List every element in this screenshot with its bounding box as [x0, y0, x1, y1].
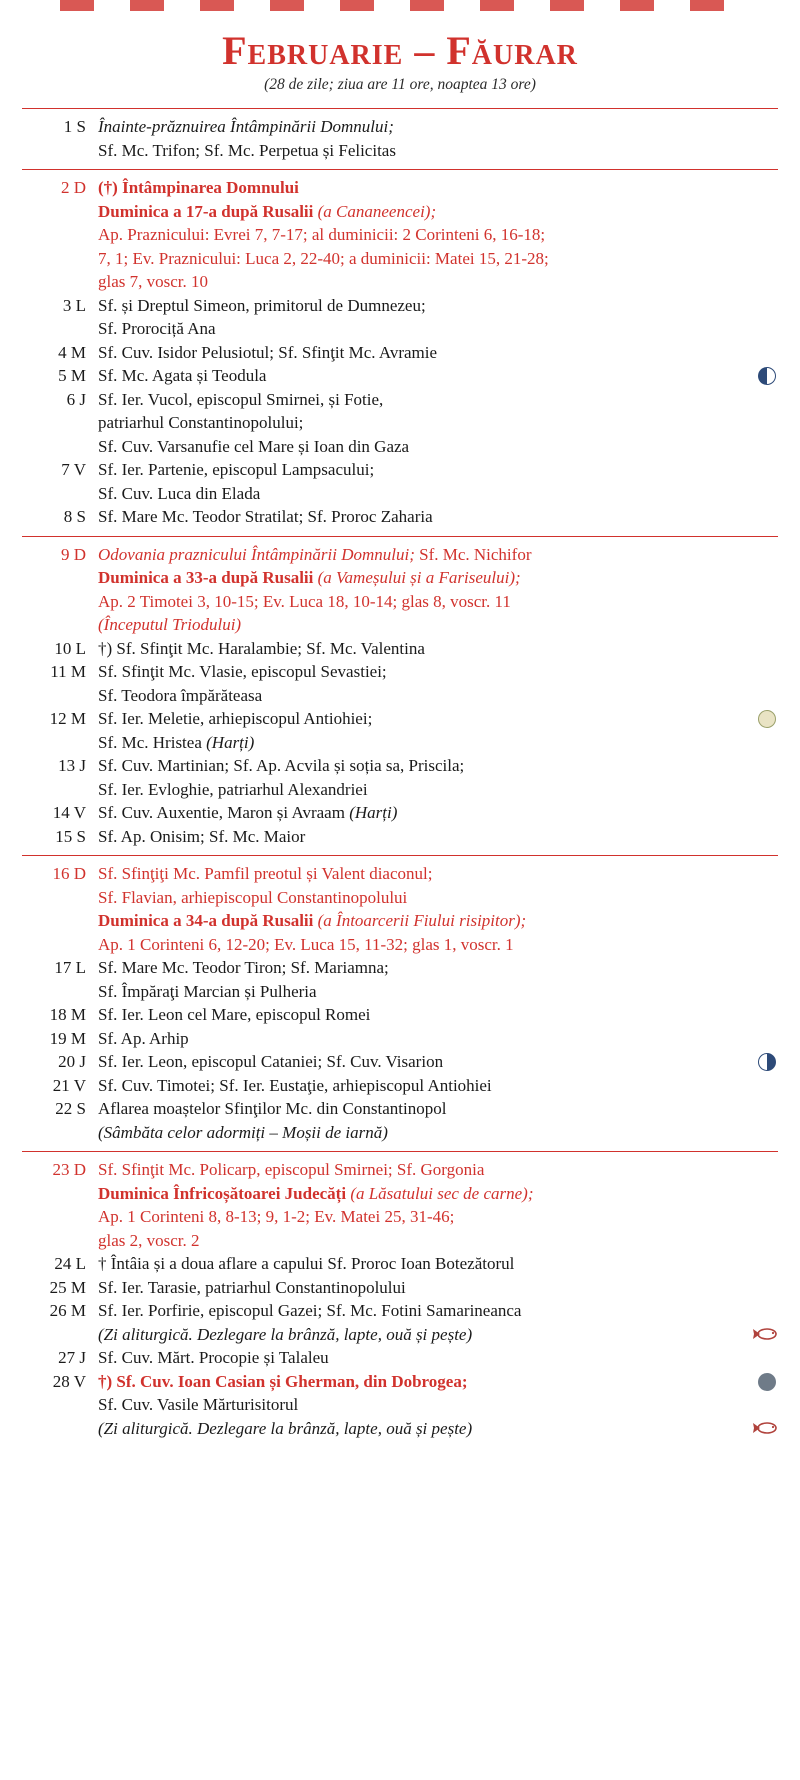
calendar-day-row: [22, 115, 778, 162]
week-divider: [22, 1151, 778, 1152]
day-number: 12 M: [49, 709, 86, 728]
entry-line: glas 7, voscr. 10: [98, 272, 209, 291]
entry-line: Aflarea moaștelor Sfinţilor Mc. din Constantinopol: [98, 1099, 447, 1118]
entry-segment-bold: Duminica a 33-a după Rusalii: [98, 568, 318, 587]
day-entries: [98, 1003, 778, 1027]
entry-line: 7, 1; Ev. Praznicului: Luca 2, 22-40; a duminicii: Matei 15, 21-28;: [98, 248, 549, 268]
full-moon-icon: [758, 710, 776, 728]
band-dash: [60, 0, 94, 11]
footer-spacer: [22, 1440, 778, 1458]
entry-line: Sf. Împăraţi Marcian și Pulheria: [98, 981, 317, 1001]
calendar-day-row: [22, 1050, 778, 1074]
calendar-day-row: [22, 388, 778, 459]
day-number: 18 M: [49, 1005, 86, 1024]
entry-line: [98, 566, 778, 590]
last-quarter-moon-icon: [758, 367, 776, 385]
day-number: 13 J: [58, 756, 86, 775]
month-subtitle: (28 de zile; ziua are 11 ore, noaptea 13 ore): [264, 76, 536, 93]
entry-line: Sf. Ap. Arhip: [98, 1028, 189, 1048]
day-number: 15 S: [55, 826, 86, 846]
day-number: 1 S: [63, 117, 86, 136]
calendar-day-row: [22, 754, 778, 801]
calendar-day-row: [22, 176, 778, 294]
day-entries: [98, 388, 778, 459]
calendar-day-row: [22, 1252, 778, 1276]
day-entries: [98, 1158, 778, 1252]
calendar-day-row: [22, 1003, 778, 1027]
entry-line: Sf. Sfinţit Mc. Vlasie, episcopul Sevastiei;: [98, 662, 387, 681]
band-dash: [480, 0, 514, 11]
day-entries: [98, 956, 778, 1003]
entry-line: Ap. Praznicului: Evrei 7, 7-17; al duminicii: 2 Corinteni 6, 16-18;: [98, 225, 546, 244]
entry-line: Sf. Ier. Leon, episcopul Cataniei; Sf. Cuv. Visarion: [98, 1052, 444, 1071]
band-dash: [620, 0, 654, 11]
entry-segment-italic: Odovania praznicului Întâmpinării Domnului;: [98, 544, 415, 564]
entry-segment-plain: Sf. Mc. Nichifor: [414, 544, 532, 564]
calendar-day-row: [22, 294, 778, 341]
day-number: 24 L: [54, 1254, 86, 1273]
entry-line: Sf. și Dreptul Simeon, primitorul de Dumnezeu;: [98, 295, 426, 315]
day-entries: [98, 754, 778, 801]
calendar-day-row: [22, 543, 778, 637]
day-number: 19 M: [49, 1028, 86, 1048]
entry-segment-bold: Duminica a 17-a după Rusalii: [98, 201, 318, 221]
calendar-day-row: [22, 1097, 778, 1144]
calendar-day-row: [22, 341, 778, 365]
day-entries: [98, 801, 778, 825]
entry-line: Sf. Ier. Porfirie, episcopul Gazei; Sf. Mc. Fotini Samarineanca: [98, 1301, 522, 1320]
entry-line: Sf. Cuv. Martinian; Sf. Ap. Acvila și soția sa, Priscila;: [98, 756, 465, 775]
entry-line: Sf. Ier. Leon cel Mare, episcopul Romei: [98, 1005, 371, 1024]
day-number: 11 M: [50, 662, 86, 681]
entry-line: (Sâmbăta celor adormiți – Moșii de iarnă): [98, 1122, 388, 1142]
entry-line: Sf. Cuv. Varsanufie cel Mare și Ioan din Gaza: [98, 436, 410, 456]
band-dash: [200, 0, 234, 11]
entry-line: Sf. Mare Mc. Teodor Stratilat; Sf. Proroc Zaharia: [98, 507, 433, 526]
day-number: 4 M: [58, 342, 86, 362]
day-number: 23 D: [52, 1160, 86, 1179]
entry-line: Sf. Teodora împărăteasa: [98, 685, 263, 705]
calendar-day-row: [22, 1346, 778, 1370]
calendar-day-row: [22, 956, 778, 1003]
calendar-day-row: [22, 1370, 778, 1441]
calendar-day-row: [22, 1158, 778, 1252]
calendar-day-row: [22, 825, 778, 849]
entry-line: Sf. Cuv. Isidor Pelusiotul; Sf. Sfinţit Mc. Avramie: [98, 342, 438, 362]
page-header: [22, 30, 778, 94]
band-dash: [130, 0, 164, 11]
calendar-day-row: [22, 1276, 778, 1300]
entry-line: Ap. 1 Corinteni 6, 12-20; Ev. Luca 15, 11-32; glas 1, voscr. 1: [98, 934, 514, 954]
day-number: 22 S: [55, 1099, 86, 1118]
entry-line: Sf. Sfinţit Mc. Policarp, episcopul Smirnei; Sf. Gorgonia: [98, 1160, 485, 1179]
entry-segment-bold: Duminica Înfricoșătoarei Judecăți: [98, 1183, 351, 1203]
day-number: 25 M: [49, 1277, 86, 1297]
day-entries: [98, 115, 778, 162]
decorative-top-band: [0, 0, 800, 14]
new-moon-icon: [758, 1373, 776, 1391]
day-entries: [98, 660, 778, 707]
calendar-day-row: [22, 1074, 778, 1098]
calendar-day-row: [22, 862, 778, 956]
day-number: 3 L: [62, 295, 86, 315]
day-entries: [98, 637, 778, 661]
day-entries: [98, 458, 778, 505]
day-number: 2 D: [60, 178, 86, 197]
day-number: 16 D: [52, 864, 86, 883]
entry-line: Sf. Ier. Meletie, arhiepiscopul Antiohiei;: [98, 709, 373, 728]
band-dash: [410, 0, 444, 11]
entry-line: [98, 1182, 778, 1206]
entry-line: Sf. Sfinţiţi Mc. Pamfil preotul și Valent diaconul;: [98, 864, 433, 883]
day-entries: [98, 1370, 778, 1441]
entry-line: †) Sf. Cuv. Ioan Casian și Gherman, din Dobrogea;: [98, 1371, 468, 1391]
calendar-day-row: [22, 505, 778, 529]
day-entries: [98, 1050, 778, 1074]
entry-line: Sf. Ier. Tarasie, patriarhul Constantinopolului: [98, 1277, 406, 1297]
calendar-body: [22, 115, 778, 1440]
day-number: 28 V: [52, 1371, 86, 1391]
day-number: 17 L: [54, 958, 86, 977]
day-number: 9 D: [60, 544, 86, 564]
entry-line: [98, 543, 778, 567]
day-number: 8 S: [63, 507, 86, 526]
day-entries: [98, 543, 778, 637]
entry-line: Sf. Mc. Agata și Teodula: [98, 366, 267, 385]
entry-line: (†) Întâmpinarea Domnului: [98, 178, 299, 197]
day-number: 10 L: [54, 638, 86, 658]
band-dash: [340, 0, 374, 11]
entry-line: Sf. Cuv. Vasile Mărturisitorul: [98, 1395, 299, 1414]
day-entries: [98, 1276, 778, 1300]
entry-line: Sf. Ier. Vucol, episcopul Smirnei, și Fotie,: [98, 389, 384, 409]
calendar-day-row: [22, 801, 778, 825]
entry-line: Înainte-prăznuirea Întâmpinării Domnului;: [98, 117, 394, 136]
day-entries: [98, 825, 778, 849]
entry-line: Sf. Cuv. Mărt. Procopie și Talaleu: [98, 1348, 329, 1367]
day-entries: [98, 341, 778, 365]
fish-icon: [752, 1328, 778, 1340]
entry-segment-bold: Duminica a 34-a după Rusalii: [98, 911, 318, 930]
entry-line: Sf. Cuv. Luca din Elada: [98, 483, 261, 503]
day-entries: [98, 1252, 778, 1276]
entry-segment-italic: (Harți): [206, 732, 255, 752]
day-entries: [98, 1074, 778, 1098]
entry-segment-italic: (Harți): [349, 803, 398, 822]
week-divider: [22, 169, 778, 170]
day-entries: [98, 364, 778, 388]
calendar-day-row: [22, 458, 778, 505]
entry-line: Sf. Prorociță Ana: [98, 319, 216, 338]
band-dash: [270, 0, 304, 11]
entry-line: Sf. Ier. Partenie, episcopul Lampsacului;: [98, 460, 375, 479]
day-entries: [98, 505, 778, 529]
entry-line: (Zi aliturgică. Dezlegare la brânză, lapte, ouă și pește): [98, 1418, 473, 1438]
first-quarter-moon-icon: [758, 1053, 776, 1071]
day-entries: [98, 862, 778, 956]
day-entries: [98, 294, 778, 341]
calendar-day-row: [22, 1027, 778, 1051]
calendar-day-row: [22, 637, 778, 661]
week-divider: [22, 855, 778, 856]
day-entries: [98, 1027, 778, 1051]
day-entries: [98, 707, 778, 754]
entry-line: glas 2, voscr. 2: [98, 1230, 200, 1250]
entry-line: Sf. Flavian, arhiepiscopul Constantinopolului: [98, 887, 408, 907]
entry-line: [98, 801, 778, 825]
calendar-day-row: [22, 707, 778, 754]
day-number: 20 J: [58, 1052, 86, 1071]
entry-line: Ap. 2 Timotei 3, 10-15; Ev. Luca 18, 10-14; glas 8, voscr. 11: [98, 591, 511, 611]
entry-segment-plain: Sf. Mc. Hristea: [98, 732, 207, 752]
entry-line: [98, 909, 778, 933]
day-entries: [98, 1346, 778, 1370]
band-dash: [550, 0, 584, 11]
entry-line: Ap. 1 Corinteni 8, 8-13; 9, 1-2; Ev. Matei 25, 31-46;: [98, 1207, 455, 1226]
band-dash: [690, 0, 724, 11]
entry-line: †) Sf. Sfinţit Mc. Haralambie; Sf. Mc. Valentina: [98, 638, 425, 658]
week-divider: [22, 536, 778, 537]
entry-line: Sf. Ier. Evloghie, patriarhul Alexandriei: [98, 779, 368, 799]
calendar-day-row: [22, 1299, 778, 1346]
entry-line: Sf. Cuv. Timotei; Sf. Ier. Eustaţie, arhiepiscopul Antiohiei: [98, 1075, 492, 1095]
entry-line: Sf. Mc. Trifon; Sf. Mc. Perpetua și Felicitas: [98, 140, 396, 160]
entry-segment-italic: (a Întoarcerii Fiului risipitor);: [317, 911, 527, 930]
entry-segment-italic: (a Lăsatului sec de carne);: [350, 1183, 534, 1203]
entry-line: Sf. Mare Mc. Teodor Tiron; Sf. Mariamna;: [98, 958, 389, 977]
day-entries: [98, 176, 778, 294]
divider-top: [22, 108, 778, 109]
entry-segment-plain: Sf. Cuv. Auxentie, Maron și Avraam: [98, 803, 350, 822]
day-number: 14 V: [52, 803, 86, 822]
day-entries: [98, 1299, 778, 1346]
calendar-day-row: [22, 660, 778, 707]
entry-line: † Întâia și a doua aflare a capului Sf. Proroc Ioan Botezătorul: [98, 1254, 515, 1273]
fish-icon: [752, 1422, 778, 1434]
day-number: 21 V: [52, 1075, 86, 1095]
entry-line: [98, 200, 778, 224]
entry-line: patriarhul Constantinopolului;: [98, 413, 304, 432]
entry-segment-italic: (a Cananeencei);: [317, 201, 437, 221]
day-number: 7 V: [61, 460, 86, 479]
calendar-day-row: [22, 364, 778, 388]
month-title: Februarie – Făurar: [222, 28, 578, 73]
entry-line: Sf. Ap. Onisim; Sf. Mc. Maior: [98, 826, 306, 846]
entry-segment-italic: (a Vameșului și a Fariseului);: [317, 568, 521, 587]
day-number: 27 J: [58, 1348, 86, 1367]
day-entries: [98, 1097, 778, 1144]
entry-line: [98, 731, 778, 755]
entry-line: (Începutul Triodului): [98, 615, 242, 634]
day-number: 5 M: [58, 366, 86, 385]
day-number: 26 M: [49, 1301, 86, 1320]
day-number: 6 J: [66, 389, 86, 409]
entry-line: (Zi aliturgică. Dezlegare la brânză, lapte, ouă și pește): [98, 1324, 473, 1344]
